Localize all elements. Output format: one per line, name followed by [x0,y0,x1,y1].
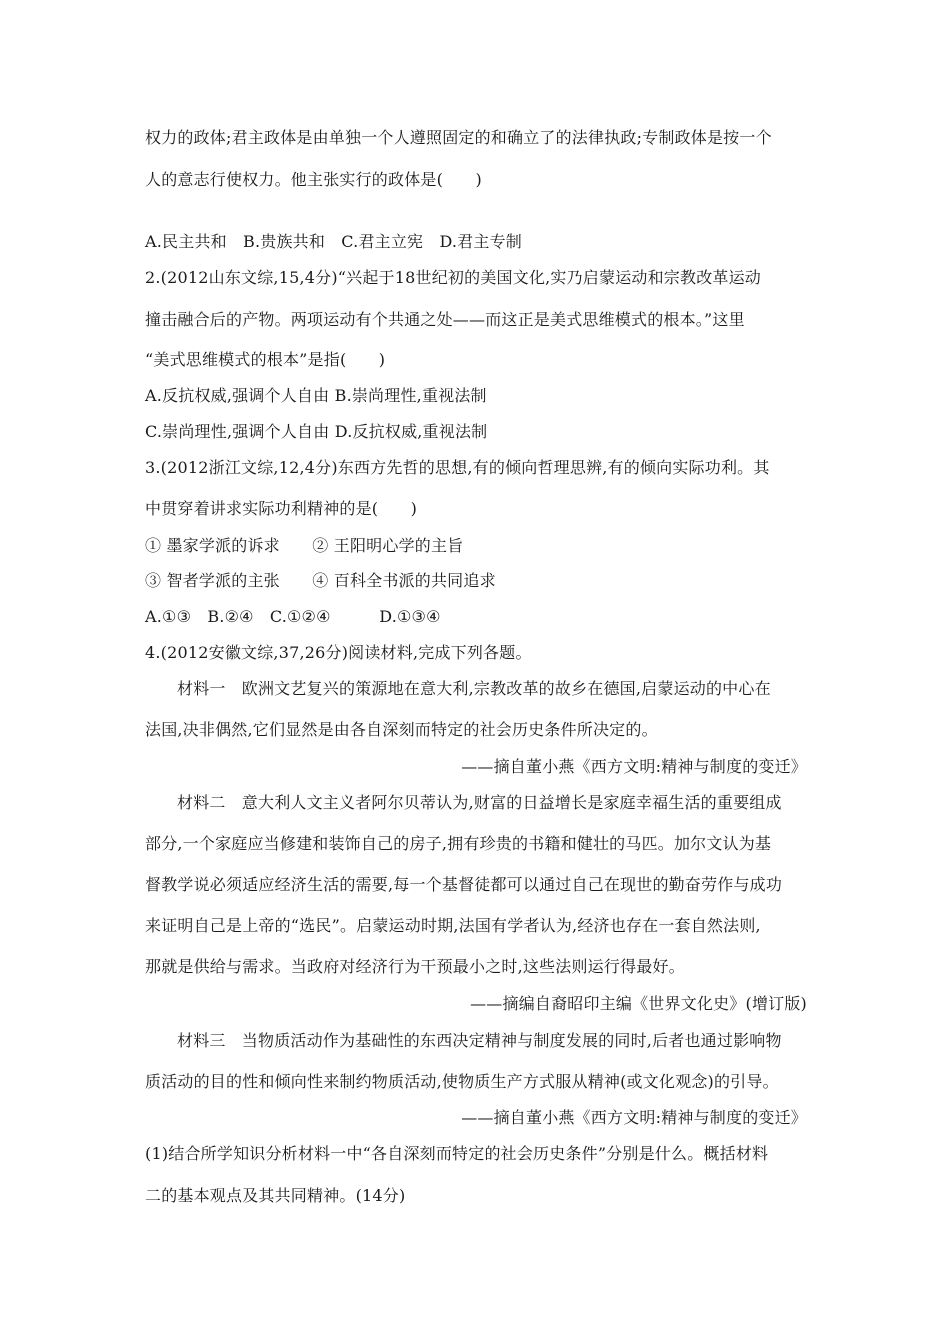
q1-text-line-1: 权力的政体;君主政体是由单独一个人遵照固定的和确立了的法律执政;专制政体是按一个 [145,128,772,147]
q4-material-2-line-4: 来证明自己是上帝的“选民”。启蒙运动时期,法国有学者认为,经济也存在一套自然法则, [145,916,761,935]
q4-material-2-line-2: 部分,一个家庭应当修建和装饰自己的房子,拥有珍贵的书籍和健壮的马匹。加尔文认为基 [145,834,772,853]
q4-material-2-line-5: 那就是供给与需求。当政府对经济行为干预最小之时,这些法则运行得最好。 [145,957,685,976]
q4-subquestion-1-line-2: 二的基本观点及其共同精神。(14分) [145,1186,406,1205]
q3-options: A.①③ B.②④ C.①②④ D.①③④ [145,607,441,626]
q4-material-1-line-1: 材料一 欧洲文艺复兴的策源地在意大利,宗教改革的故乡在德国,启蒙运动的中心在 [177,679,771,698]
q4-material-3-source: ——摘自董小燕《西方文明:精神与制度的变迁》 [461,1108,807,1127]
q4-material-3-line-2: 质活动的目的性和倾向性来制约物质活动,使物质生产方式服从精神(或文化观念)的引导。 [145,1072,779,1091]
q2-text-line-1: 2.(2012山东文综,15,4分)“兴起于18世纪初的美国文化,实乃启蒙运动和宗教改革运动 [145,268,762,287]
q3-items-1-2: ① 墨家学派的诉求 ② 王阳明心学的主旨 [145,536,464,555]
q1-text-line-2: 人的意志行使权力。他主张实行的政体是( ) [145,170,482,189]
q4-material-2-line-1: 材料二 意大利人文主义者阿尔贝蒂认为,财富的日益增长是家庭幸福生活的重要组成 [177,793,782,812]
q4-material-1-line-2: 法国,决非偶然,它们显然是由各自深刻而特定的社会历史条件所决定的。 [145,720,658,739]
q2-text-line-3: “美式思维模式的根本”是指( ) [145,350,386,369]
q4-subquestion-1-line-1: (1)结合所学知识分析材料一中“各自深刻而特定的社会历史条件”分别是什么。概括材料 [145,1144,769,1163]
q2-options-ab: A.反抗权威,强调个人自由 B.崇尚理性,重视法制 [145,386,487,405]
q2-text-line-2: 撞击融合后的产物。两项运动有个共通之处——而这正是美式思维模式的根本。”这里 [145,310,745,329]
q4-material-2-source: ——摘编自裔昭印主编《世界文化史》(增订版) [470,994,807,1013]
q2-options-cd: C.崇尚理性,强调个人自由 D.反抗权威,重视法制 [145,422,488,441]
q3-text-line-2: 中贯穿着讲求实际功利精神的是( ) [145,499,418,518]
q1-options: A.民主共和 B.贵族共和 C.君主立宪 D.君主专制 [145,232,522,251]
q4-stem: 4.(2012安徽文综,37,26分)阅读材料,完成下列各题。 [145,643,532,662]
q3-text-line-1: 3.(2012浙江文综,12,4分)东西方先哲的思想,有的倾向哲理思辨,有的倾向实际功利。其 [145,458,770,477]
q3-items-3-4: ③ 智者学派的主张 ④ 百科全书派的共同追求 [145,571,496,590]
q4-material-3-line-1: 材料三 当物质活动作为基础性的东西决定精神与制度发展的同时,后者也通过影响物 [177,1031,782,1050]
q4-material-2-line-3: 督教学说必须适应经济生活的需要,每一个基督徒都可以通过自己在现世的勤奋劳作与成功 [145,875,783,894]
q4-material-1-source: ——摘自董小燕《西方文明:精神与制度的变迁》 [461,757,807,776]
